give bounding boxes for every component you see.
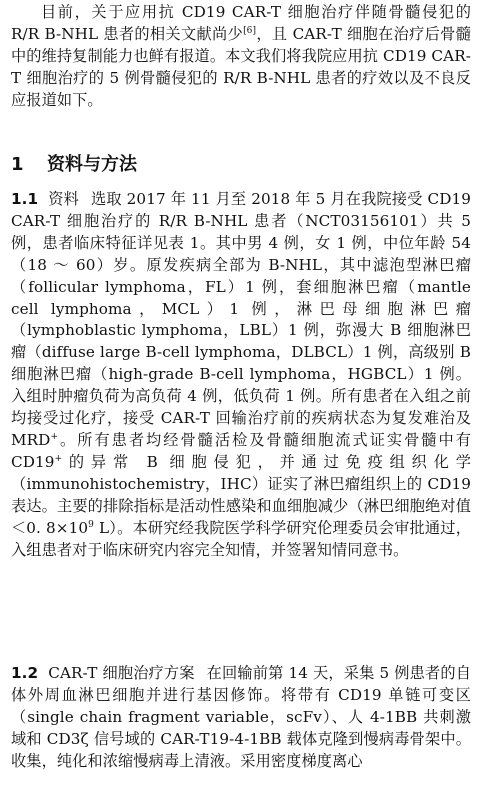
intro-text-a: 目前，关于应用抗 CD19 CAR-T 细胞治疗伴随骨髓侵犯的 R/R B-NHL 患者的相关文献尚少 xyxy=(11,3,471,43)
subsection-1-text-c: 的异常 B 细胞侵犯，并通过免疫组织化学（immunohistochemistry，IHC）证实了淋巴瘤组织上的 CD19 表达。主要的排除指标是活动性感染和血细胞减少（淋巴细胞绝对值＜0. 8×10 xyxy=(11,452,471,537)
superscript-exponent: 9 xyxy=(88,519,94,530)
subsection-2-title: CAR-T 细胞治疗方案 xyxy=(48,664,195,682)
section-heading xyxy=(11,152,471,178)
intro-text-b: ，且 CAR-T 细胞在治疗后骨髓中的维持复制能力也鲜有报道。本文我们将我院应用抗 CD19 CAR-T 细胞治疗的 5 例骨髓侵犯的 R/R B-NHL 患者的疗效以及不良反应报道如下。 xyxy=(11,24,471,109)
subsection-1-title: 资料 xyxy=(48,190,79,208)
section-title: 资料与方法 xyxy=(47,154,137,175)
superscript-cd19: + xyxy=(54,453,63,464)
subsection-1-text-a: 选取 2017 年 11 月至 2018 年 5 月在我院接受 CD19 CAR-T 细胞治疗的 R/R B-NHL 患者（NCT03156101）共 5 例，患者临床特征详见表 1。其中男 4 例，女 1 例，中位年龄 54（18 ～ 60）岁。原发疾病全部为 B-NHL，其中滤泡型淋巴瘤（follicular lymphoma，FL）1 例，套细胞淋巴瘤（mantle cell lymphoma，MCL）1 例，淋巴母细胞淋巴瘤（lymphoblastic lymphoma，LBL）1 例，弥漫大 B 细胞淋巴瘤（diffuse large B-cell lymphoma，DLBCL）1 例，高级别 B 细胞淋巴瘤（high-grade B-cell lymphoma，HGBCL）1 例。入组时肿瘤负荷为高负荷 4 例，低负荷 1 例。所有患者在入组之前均接受过化疗，接受 CAR-T 回输治疗前的疾病状态为复发难治及 MRD xyxy=(11,190,471,449)
subsection-1-text-d: L）。本研究经我院医学科学研究伦理委员会审批通过，入组患者对于临床研究内容完全知情，并签署知情同意书。 xyxy=(11,518,471,559)
subsection-1-number: 1.1 xyxy=(11,190,39,208)
subsection-2-paragraph xyxy=(11,663,471,773)
superscript-mrd: + xyxy=(50,431,59,442)
intro-paragraph xyxy=(11,2,471,112)
subsection-1-paragraph xyxy=(11,189,471,561)
section-number: 1 xyxy=(11,154,24,175)
subsection-2-number: 1.2 xyxy=(11,664,39,682)
citation-marker[interactable]: [6] xyxy=(243,25,257,36)
subsection-2-text: 在回输前第 14 天，采集 5 例患者的自体外周血淋巴细胞并进行基因修饰。将带有 CD19 单链可变区（single chain fragment variable，scFv）、人 4-1BB 共刺激域和 CD3ζ 信号域的 CAR-T19-4-1BB 载体克隆到慢病毒骨架中。收集，纯化和浓缩慢病毒上清液。采用密度梯度离心 xyxy=(11,664,471,770)
subsection-1-text-b: 。所有患者均经骨髓活检及骨髓细胞流式证实骨髓中有 CD19 xyxy=(11,430,471,471)
